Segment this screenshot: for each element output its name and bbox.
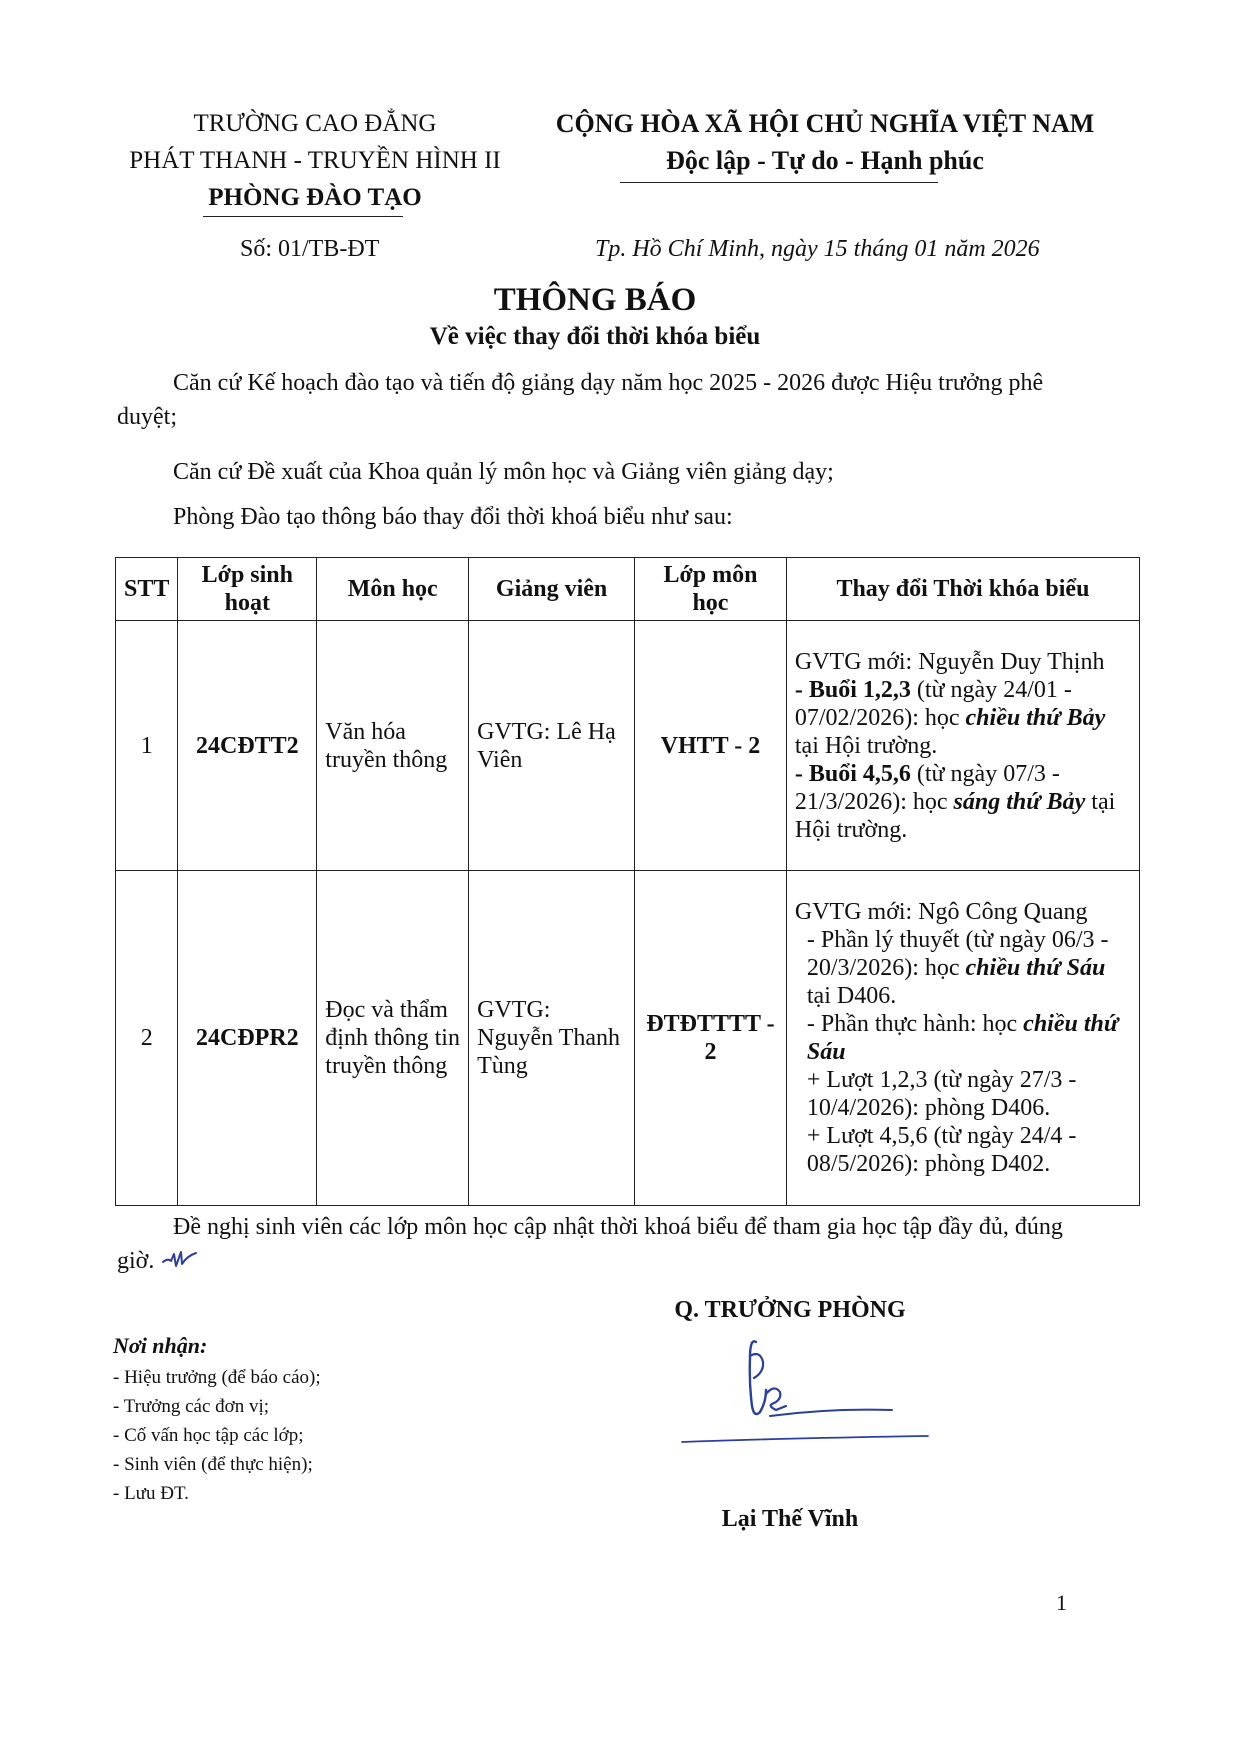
cell-class: 24CĐPR2 [178,871,317,1206]
table-row [116,621,1140,871]
change-new-lecturer: GVTG mới: Ngô Công Quang [794,899,1088,925]
paragraph-basis-proposal: Căn cứ Đề xuất của Khoa quản lý môn học và Giảng viên giảng dạy; [173,459,834,485]
col-header-lecturer: Giảng viên [469,558,635,621]
cell-class: 24CĐTT2 [178,621,317,871]
change-practice-round: + Lượt 4,5,6 (từ ngày 24/4 - 08/5/2026): phòng D402. [806,1123,1077,1177]
nation-name: CỘNG HÒA XÃ HỘI CHỦ NGHĨA VIỆT NAM [555,109,1095,138]
change-session-label: - Buổi 4,5,6 [794,760,911,787]
change-practice-time: chiều thứ Sáu [806,1011,1119,1065]
col-header-change: Thay đổi Thời khóa biểu [786,558,1139,621]
change-session-time: sáng thứ Bảy [953,788,1086,815]
recipient-item: - Trưởng các đơn vị; [113,1396,269,1417]
change-practice-round: + Lượt 1,2,3 (từ ngày 27/3 - 10/4/2026): phòng D406. [806,1067,1077,1121]
change-session-label: - Buổi 1,2,3 [794,676,911,703]
closing-text: Đề nghị sinh viên các lớp môn học cập nhật thời khoá biểu để tham gia học tập đầy đủ, đúng giờ. [117,1214,1063,1274]
change-item [795,760,1131,844]
handwritten-signature-icon [670,1328,940,1458]
col-header-course-class: Lớp môn học [635,558,787,621]
change-new-lecturer: GVTG mới: Nguyễn Duy Thịnh [794,648,1105,675]
table-row [116,871,1140,1206]
doc-subtitle: Về việc thay đổi thời khóa biểu [429,323,761,350]
org-line-3: PHÒNG ĐÀO TẠO [208,184,422,211]
page-number: 1 [1056,1590,1067,1615]
table-header-row [116,558,1140,621]
change-theory-room: tại D406. [806,983,897,1009]
cell-subject: Đọc và thẩm định thông tin truyền thông [317,871,469,1206]
change-theory-dates: - Phần lý thuyết (từ ngày 06/3 - 20/3/2026): học [806,927,1109,981]
org-line-1: TRƯỜNG CAO ĐẲNG [193,110,437,137]
closing-paragraph [117,1210,1075,1278]
recipient-item: - Sinh viên (để thực hiện); [113,1454,313,1475]
cell-lecturer: GVTG: Lê Hạ Viên [469,621,635,871]
recipient-item: - Cố vấn học tập các lớp; [113,1425,304,1446]
org-header [100,105,530,216]
motto-underline [620,182,938,183]
cell-lecturer: GVTG: Nguyễn Thanh Tùng [469,871,635,1206]
cell-course-class: VHTT - 2 [635,621,787,871]
cell-change [786,871,1139,1206]
org-underline [203,216,403,217]
change-session-room: tại Hội trường. [794,732,938,759]
change-item [795,1010,1131,1066]
col-header-subject: Môn học [317,558,469,621]
recipients-list [113,1363,321,1508]
change-session-dates: (từ ngày 24/01 - 07/02/2026): học [794,676,1072,731]
change-item [795,926,1131,1010]
initials-mark-icon [160,1248,200,1274]
org-line-2: PHÁT THANH - TRUYỀN HÌNH II [129,147,501,174]
col-header-stt: STT [116,558,178,621]
cell-course-class: ĐTĐTTTT - 2 [635,871,787,1206]
change-session-dates: (từ ngày 07/3 - 21/3/2026): học [794,760,1060,815]
recipient-item: - Lưu ĐT. [113,1483,189,1504]
change-item [795,676,1131,760]
change-session-time: chiều thứ Bảy [965,704,1106,731]
cell-subject: Văn hóa truyền thông [317,621,469,871]
recipients-heading: Nơi nhận: [113,1333,208,1358]
change-session-room: tại Hội trường. [794,788,1116,843]
cell-stt: 1 [116,621,178,871]
col-header-class: Lớp sinh hoạt [178,558,317,621]
doc-number: Số: 01/TB-ĐT [240,236,380,262]
change-practice-label: - Phần thực hành: học [806,1011,1024,1037]
schedule-change-table [115,557,1140,1206]
doc-title: THÔNG BÁO [493,282,697,318]
paragraph-announcement: Phòng Đào tạo thông báo thay đổi thời khoá biểu như sau: [173,504,733,530]
paragraph-basis-plan: Căn cứ Kế hoạch đào tạo và tiến độ giảng dạy năm học 2025 - 2026 được Hiệu trưởng phê duyệt; [117,370,1044,430]
signer-name: Lại Thế Vĩnh [721,1506,859,1532]
place-date: Tp. Hồ Chí Minh, ngày 15 tháng 01 năm 2026 [595,236,1040,262]
nation-header [520,105,1130,179]
nation-motto: Độc lập - Tự do - Hạnh phúc [666,146,984,175]
change-theory-time: chiều thứ Sáu [965,955,1106,981]
cell-change [786,621,1139,871]
signature-title: Q. TRƯỞNG PHÒNG [674,1297,906,1323]
cell-stt: 2 [116,871,178,1206]
recipient-item: - Hiệu trưởng (để báo cáo); [113,1367,321,1388]
